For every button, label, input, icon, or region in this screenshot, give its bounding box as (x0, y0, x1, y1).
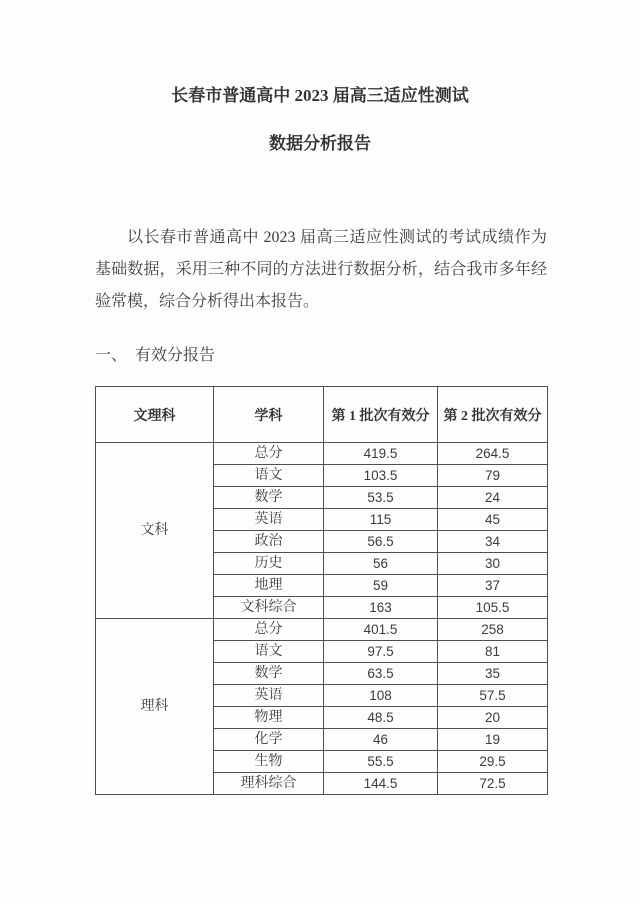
subject-cell: 文科综合 (214, 597, 324, 619)
score-cell-batch1: 46 (324, 729, 438, 751)
score-cell-batch1: 55.5 (324, 751, 438, 773)
column-header-batch2: 第 2 批次有效分 (438, 387, 548, 443)
document-title: 长春市普通高中 2023 届高三适应性测试 (171, 86, 469, 105)
score-cell-batch1: 163 (324, 597, 438, 619)
subject-cell: 物理 (214, 707, 324, 729)
score-cell-batch2: 57.5 (438, 685, 548, 707)
table-body (96, 443, 548, 795)
subject-cell: 生物 (214, 751, 324, 773)
document-subtitle: 数据分析报告 (269, 134, 371, 153)
score-cell-batch2: 19 (438, 729, 548, 751)
score-cell-batch2: 45 (438, 509, 548, 531)
score-cell-batch2: 24 (438, 487, 548, 509)
subject-cell: 总分 (214, 443, 324, 465)
table-header-row (96, 387, 548, 443)
score-cell-batch2: 35 (438, 663, 548, 685)
subject-cell: 总分 (214, 619, 324, 641)
score-cell-batch1: 419.5 (324, 443, 438, 465)
subject-cell: 化学 (214, 729, 324, 751)
score-cell-batch1: 401.5 (324, 619, 438, 641)
score-cell-batch2: 81 (438, 641, 548, 663)
subject-cell: 理科综合 (214, 773, 324, 795)
score-cell-batch2: 79 (438, 465, 548, 487)
score-cell-batch1: 97.5 (324, 641, 438, 663)
subject-cell: 地理 (214, 575, 324, 597)
intro-paragraph: 以长春市普通高中 2023 届高三适应性测试的考试成绩作为基础数据，采用三种不同的方法进行数据分析，结合我市多年经验常模，综合分析得出本报告。 (95, 229, 547, 310)
column-header-subject: 学科 (214, 387, 324, 443)
group-label: 理科 (96, 619, 214, 795)
score-cell-batch2: 105.5 (438, 597, 548, 619)
subject-cell: 数学 (214, 663, 324, 685)
group-label: 文科 (96, 443, 214, 619)
section-heading: 一、 有效分报告 (95, 347, 216, 364)
score-cell-batch1: 59 (324, 575, 438, 597)
subject-cell: 政治 (214, 531, 324, 553)
column-header-stream: 文理科 (96, 387, 214, 443)
score-cell-batch1: 53.5 (324, 487, 438, 509)
score-cell-batch1: 103.5 (324, 465, 438, 487)
subject-cell: 英语 (214, 685, 324, 707)
score-cell-batch2: 72.5 (438, 773, 548, 795)
effective-score-table (95, 386, 548, 795)
score-cell-batch1: 108 (324, 685, 438, 707)
subject-cell: 数学 (214, 487, 324, 509)
score-cell-batch2: 30 (438, 553, 548, 575)
score-cell-batch1: 56.5 (324, 531, 438, 553)
subject-cell: 英语 (214, 509, 324, 531)
score-cell-batch2: 29.5 (438, 751, 548, 773)
score-cell-batch2: 264.5 (438, 443, 548, 465)
score-cell-batch2: 34 (438, 531, 548, 553)
score-cell-batch1: 144.5 (324, 773, 438, 795)
table-row (96, 619, 548, 641)
score-cell-batch1: 63.5 (324, 663, 438, 685)
score-cell-batch2: 258 (438, 619, 548, 641)
score-cell-batch1: 56 (324, 553, 438, 575)
subject-cell: 语文 (214, 465, 324, 487)
score-cell-batch2: 20 (438, 707, 548, 729)
table-row (96, 443, 548, 465)
score-cell-batch1: 48.5 (324, 707, 438, 729)
score-cell-batch2: 37 (438, 575, 548, 597)
score-cell-batch1: 115 (324, 509, 438, 531)
subject-cell: 语文 (214, 641, 324, 663)
subject-cell: 历史 (214, 553, 324, 575)
column-header-batch1: 第 1 批次有效分 (324, 387, 438, 443)
